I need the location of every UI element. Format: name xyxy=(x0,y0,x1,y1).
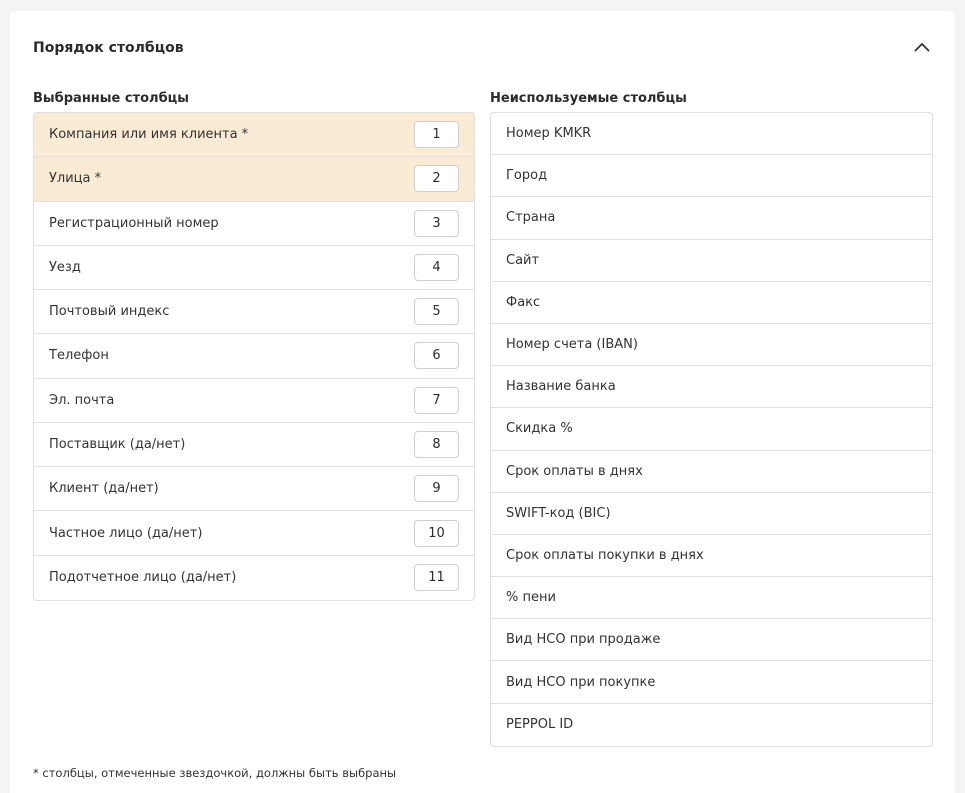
column-order-input[interactable] xyxy=(414,475,459,502)
selected-column-row[interactable] xyxy=(34,379,474,423)
column-label: Срок оплаты в днях xyxy=(506,463,643,479)
column-label: Улица * xyxy=(49,171,102,187)
column-label: Почтовый индекс xyxy=(49,304,170,320)
column-order-panel xyxy=(10,11,955,793)
unused-column-row[interactable] xyxy=(491,155,932,197)
column-order-input[interactable] xyxy=(414,298,459,325)
column-label: Частное лицо (да/нет) xyxy=(49,525,203,541)
column-label: Номер KMKR xyxy=(506,126,592,142)
unused-column-row[interactable] xyxy=(491,619,932,661)
column-label: Сайт xyxy=(506,252,540,268)
unused-column-row[interactable] xyxy=(491,493,932,535)
column-order-input[interactable] xyxy=(414,210,459,237)
column-label: Скидка % xyxy=(506,421,573,437)
selected-column-row[interactable] xyxy=(34,467,474,511)
column-label: Название банка xyxy=(506,379,616,395)
column-label: Подотчетное лицо (да/нет) xyxy=(49,570,237,586)
selected-column-row[interactable] xyxy=(34,202,474,246)
column-label: Поставщик (да/нет) xyxy=(49,436,186,452)
selected-column-row[interactable] xyxy=(34,556,474,600)
column-order-input[interactable] xyxy=(414,254,459,281)
column-order-input[interactable] xyxy=(414,387,459,414)
unused-column-row[interactable] xyxy=(491,282,932,324)
column-label: Вид НСО при продаже xyxy=(506,632,661,648)
unused-column-row[interactable] xyxy=(491,704,932,746)
column-label: Компания или имя клиента * xyxy=(49,127,249,143)
column-label: Эл. почта xyxy=(49,392,115,408)
column-label: Страна xyxy=(506,210,556,226)
column-order-input[interactable] xyxy=(414,564,459,591)
column-label: PEPPOL ID xyxy=(506,717,574,733)
column-order-input[interactable] xyxy=(414,431,459,458)
column-label: Регистрационный номер xyxy=(49,215,219,231)
collapse-button[interactable] xyxy=(910,37,934,57)
selected-column-row[interactable] xyxy=(34,334,474,378)
selected-column-row[interactable] xyxy=(34,157,474,201)
selected-column-row[interactable] xyxy=(34,290,474,334)
selected-column-row[interactable] xyxy=(34,113,474,157)
required-footnote: * столбцы, отмеченные звездочкой, должны быть выбраны xyxy=(33,766,397,780)
column-label: Город xyxy=(506,168,548,184)
unused-columns-heading: Неиспользуемые столбцы xyxy=(490,91,687,106)
column-label: SWIFT-код (BIC) xyxy=(506,505,611,521)
column-label: Телефон xyxy=(49,348,109,364)
selected-column-row[interactable] xyxy=(34,246,474,290)
selected-columns-heading: Выбранные столбцы xyxy=(33,91,190,106)
column-label: Клиент (да/нет) xyxy=(49,481,159,497)
unused-column-row[interactable] xyxy=(491,197,932,239)
unused-column-row[interactable] xyxy=(491,324,932,366)
unused-column-row[interactable] xyxy=(491,366,932,408)
unused-column-row[interactable] xyxy=(491,577,932,619)
unused-column-row[interactable] xyxy=(491,535,932,577)
column-label: Вид НСО при покупке xyxy=(506,674,656,690)
unused-column-row[interactable] xyxy=(491,113,932,155)
chevron-up-icon xyxy=(914,42,930,52)
selected-column-row[interactable] xyxy=(34,511,474,555)
selected-columns-list xyxy=(33,112,475,601)
column-order-input[interactable] xyxy=(414,342,459,369)
selected-column-row[interactable] xyxy=(34,423,474,467)
column-label: Уезд xyxy=(49,259,81,275)
column-label: Факс xyxy=(506,294,541,310)
column-label: % пени xyxy=(506,590,556,606)
unused-column-row[interactable] xyxy=(491,240,932,282)
panel-title: Порядок столбцов xyxy=(33,40,184,56)
unused-column-row[interactable] xyxy=(491,661,932,703)
column-order-input[interactable] xyxy=(414,165,459,192)
unused-column-row[interactable] xyxy=(491,408,932,450)
column-label: Номер счета (IBAN) xyxy=(506,337,638,353)
column-order-input[interactable] xyxy=(414,121,459,148)
unused-columns-list xyxy=(490,112,933,747)
column-order-input[interactable] xyxy=(414,520,459,547)
column-label: Срок оплаты покупки в днях xyxy=(506,547,704,563)
unused-column-row[interactable] xyxy=(491,451,932,493)
